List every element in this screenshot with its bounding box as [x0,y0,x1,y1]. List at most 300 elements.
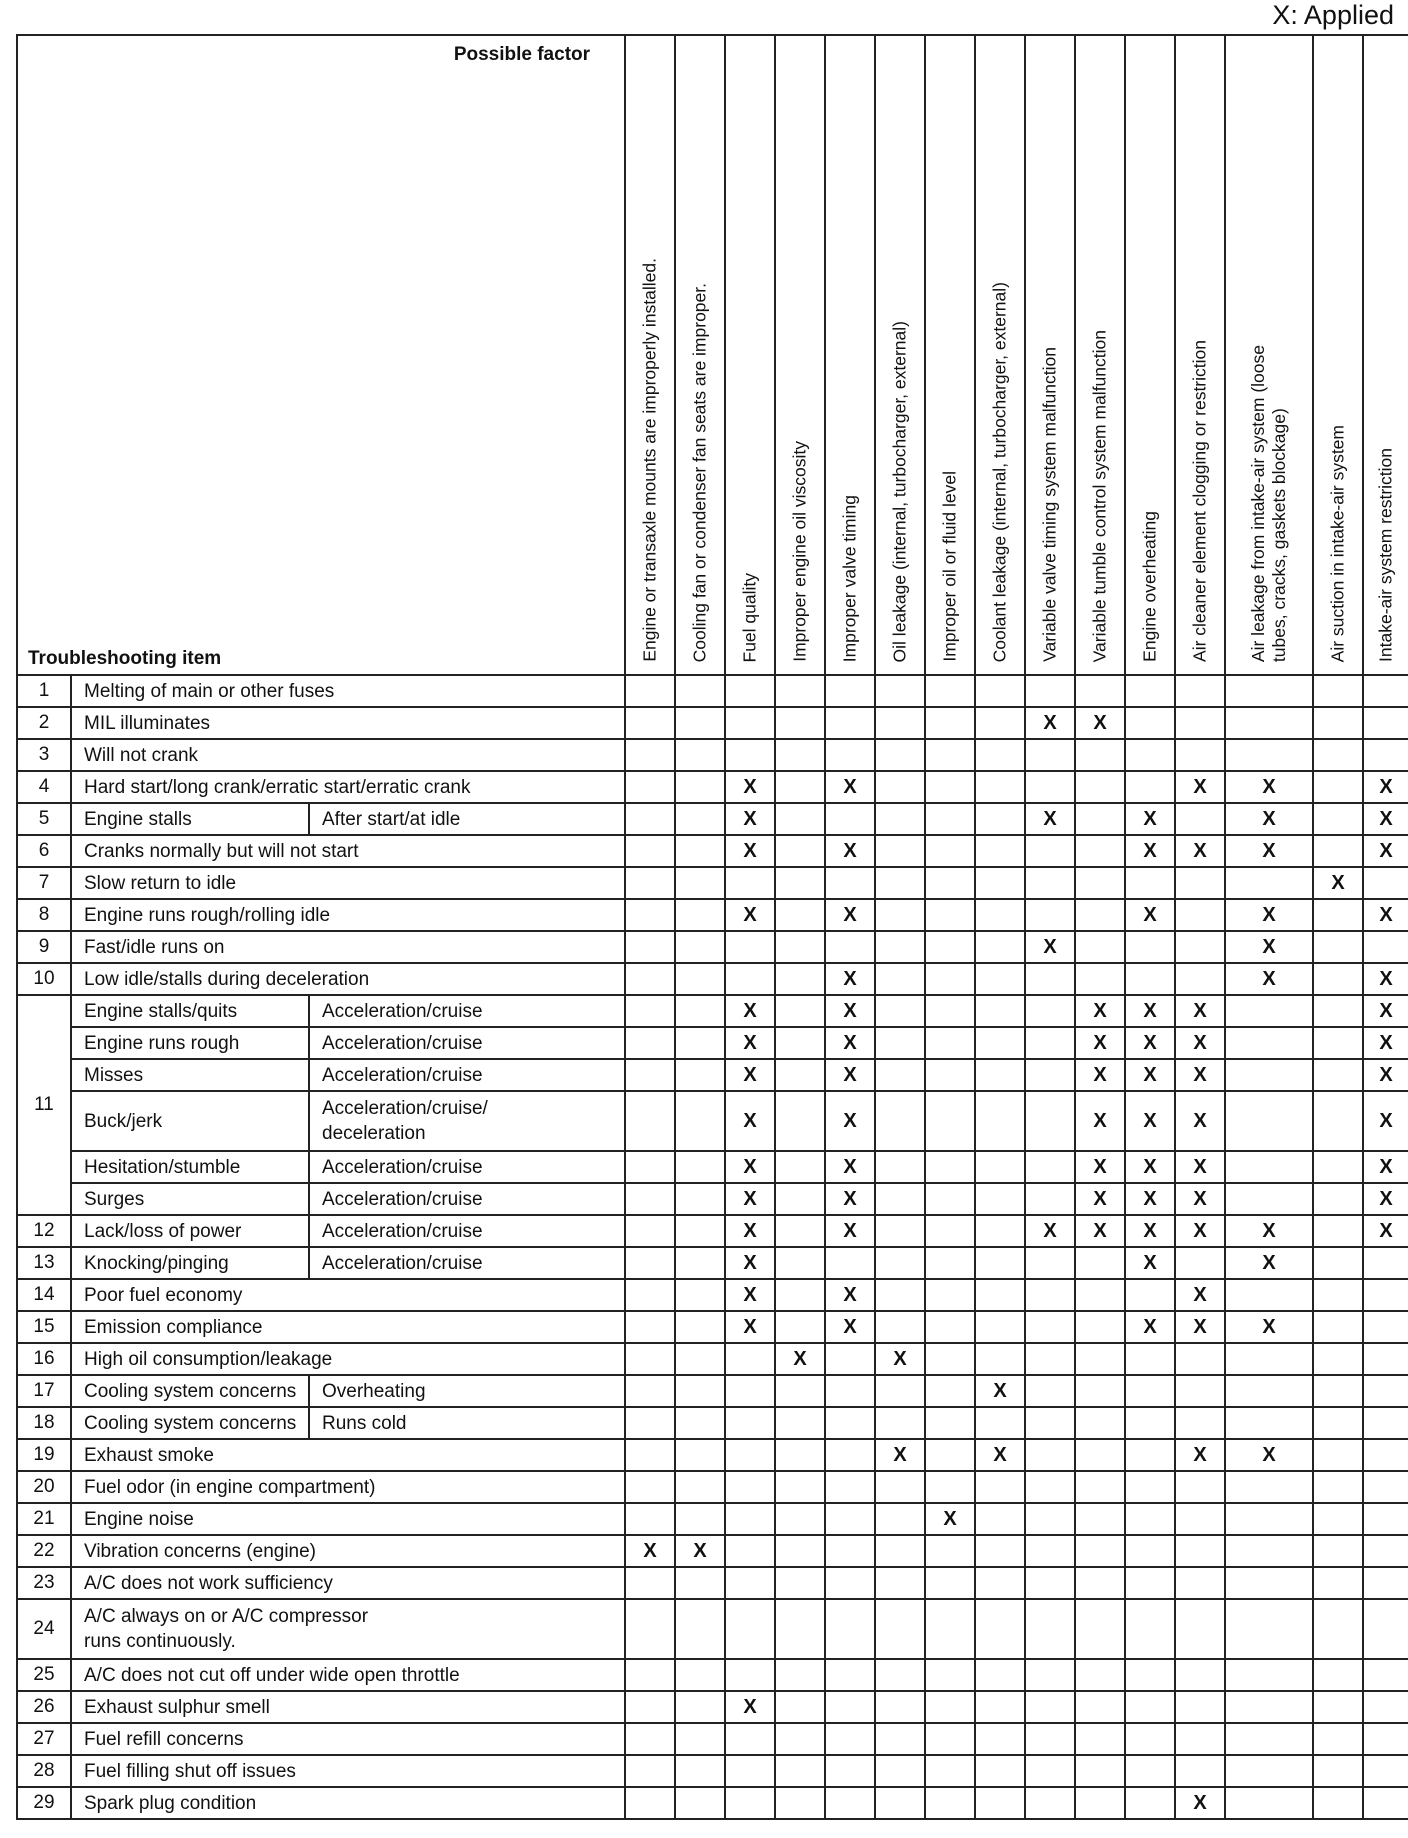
empty-cell [975,1407,1025,1439]
empty-cell [1313,995,1363,1027]
empty-cell [875,1247,925,1279]
empty-cell [975,1599,1025,1659]
applied-mark: X [725,1215,775,1247]
row-number: 13 [17,1247,71,1279]
applied-mark: X [725,1279,775,1311]
item-label: A/C always on or A/C compressor runs continuously. [71,1599,625,1659]
empty-cell [1363,675,1408,707]
applied-mark: X [1125,1311,1175,1343]
empty-cell [1075,1691,1125,1723]
empty-cell [1025,1723,1075,1755]
empty-cell [1025,1343,1075,1375]
empty-cell [675,1567,725,1599]
empty-cell [1175,1535,1225,1567]
empty-cell [1313,1691,1363,1723]
applied-mark: X [1225,1247,1313,1279]
empty-cell [675,771,725,803]
empty-cell [1363,1659,1408,1691]
applied-mark: X [1175,995,1225,1027]
empty-cell [675,1659,725,1691]
empty-cell [775,1599,825,1659]
empty-cell [625,1567,675,1599]
applied-mark: X [1225,803,1313,835]
empty-cell [925,1215,975,1247]
row-number: 5 [17,803,71,835]
table-row [17,1407,1408,1439]
item-label: Misses [71,1059,309,1091]
condition-label: Acceleration/cruise [309,1059,625,1091]
factor-label: Oil leakage (internal, turbocharger, external) [889,320,910,662]
applied-mark: X [1075,1215,1125,1247]
empty-cell [625,675,675,707]
empty-cell [1075,1407,1125,1439]
empty-cell [825,1343,875,1375]
row-number: 17 [17,1375,71,1407]
applied-mark: X [1363,1183,1408,1215]
empty-cell [925,675,975,707]
empty-cell [1075,1279,1125,1311]
table-row [17,803,1408,835]
condition-label: Runs cold [309,1407,625,1439]
empty-cell [1075,1723,1125,1755]
factor-header [1363,35,1408,675]
empty-cell [675,963,725,995]
applied-mark: X [1175,1059,1225,1091]
empty-cell [875,1659,925,1691]
applied-mark: X [1363,1027,1408,1059]
empty-cell [1225,1407,1313,1439]
applied-mark: X [1125,1215,1175,1247]
item-label: High oil consumption/leakage [71,1343,625,1375]
empty-cell [975,1027,1025,1059]
empty-cell [1175,1659,1225,1691]
empty-cell [875,963,925,995]
empty-cell [1313,1343,1363,1375]
empty-cell [625,1151,675,1183]
empty-cell [1313,1599,1363,1659]
empty-cell [1225,675,1313,707]
empty-cell [1313,1723,1363,1755]
empty-cell [925,1599,975,1659]
empty-cell [1075,1567,1125,1599]
empty-cell [1125,1407,1175,1439]
row-number: 3 [17,739,71,771]
applied-mark: X [975,1375,1025,1407]
empty-cell [1313,739,1363,771]
empty-cell [925,995,975,1027]
applied-mark: X [725,899,775,931]
applied-mark: X [825,1183,875,1215]
empty-cell [625,1215,675,1247]
empty-cell [875,995,925,1027]
table-row [17,899,1408,931]
empty-cell [1125,1691,1175,1723]
table-row [17,707,1408,739]
applied-mark: X [1175,1311,1225,1343]
empty-cell [675,1247,725,1279]
applied-mark: X [1175,1151,1225,1183]
empty-cell [1025,899,1075,931]
row-number: 11 [17,995,71,1215]
applied-mark: X [1363,1091,1408,1151]
empty-cell [775,707,825,739]
empty-cell [975,995,1025,1027]
row-number: 18 [17,1407,71,1439]
empty-cell [1075,931,1125,963]
empty-cell [625,707,675,739]
row-number: 2 [17,707,71,739]
empty-cell [1363,739,1408,771]
empty-cell [1363,1311,1408,1343]
empty-cell [1075,1599,1125,1659]
item-label: Fuel odor (in engine compartment) [71,1471,625,1503]
empty-cell [1363,707,1408,739]
empty-cell [1313,1407,1363,1439]
empty-cell [725,1755,775,1787]
empty-cell [1125,1755,1175,1787]
empty-cell [875,1567,925,1599]
applied-mark: X [1125,1183,1175,1215]
applied-mark: X [725,803,775,835]
row-number: 7 [17,867,71,899]
table-row [17,1279,1408,1311]
empty-cell [625,1471,675,1503]
empty-cell [975,931,1025,963]
applied-mark: X [1363,803,1408,835]
applied-mark: X [825,1091,875,1151]
empty-cell [1025,1439,1075,1471]
empty-cell [725,707,775,739]
empty-cell [1125,771,1175,803]
empty-cell [625,1183,675,1215]
empty-cell [725,1787,775,1819]
row-number: 29 [17,1787,71,1819]
empty-cell [1125,1787,1175,1819]
factor-header [625,35,675,675]
empty-cell [775,1755,825,1787]
empty-cell [1075,1787,1125,1819]
applied-mark: X [725,995,775,1027]
applied-mark: X [1125,899,1175,931]
applied-mark: X [825,1151,875,1183]
empty-cell [925,1375,975,1407]
empty-cell [1025,1247,1075,1279]
empty-cell [775,1787,825,1819]
empty-cell [875,771,925,803]
empty-cell [675,1279,725,1311]
table-row [17,1215,1408,1247]
empty-cell [975,1151,1025,1183]
empty-cell [925,963,975,995]
empty-cell [875,1311,925,1343]
empty-cell [775,1503,825,1535]
empty-cell [775,675,825,707]
empty-cell [1125,1599,1175,1659]
factor-label: Improper oil or fluid level [939,471,960,662]
condition-label: Overheating [309,1375,625,1407]
empty-cell [1225,1151,1313,1183]
empty-cell [925,1691,975,1723]
applied-mark: X [725,1151,775,1183]
applied-mark: X [825,1311,875,1343]
factor-label: Fuel quality [739,572,760,662]
empty-cell [1313,1659,1363,1691]
empty-cell [975,1343,1025,1375]
row-number: 8 [17,899,71,931]
applied-mark: X [975,1439,1025,1471]
table-body [17,675,1408,1819]
empty-cell [1025,1151,1075,1183]
empty-cell [1225,1279,1313,1311]
row-number: 16 [17,1343,71,1375]
empty-cell [1313,1183,1363,1215]
applied-mark: X [1225,1215,1313,1247]
factor-label: Engine or transaxle mounts are improperly installed. [639,258,660,662]
empty-cell [1313,1535,1363,1567]
item-label: Engine stalls [71,803,309,835]
factor-label: Air leakage from intake-air system (loose tubes, cracks, gaskets blockage) [1248,344,1290,662]
empty-cell [1363,1691,1408,1723]
empty-cell [1363,1787,1408,1819]
empty-cell [1363,1755,1408,1787]
row-number: 22 [17,1535,71,1567]
empty-cell [675,739,725,771]
table-row [17,1311,1408,1343]
empty-cell [1125,963,1175,995]
empty-cell [725,1503,775,1535]
empty-cell [1175,707,1225,739]
empty-cell [675,1059,725,1091]
applied-mark: X [725,835,775,867]
empty-cell [925,1311,975,1343]
empty-cell [625,1343,675,1375]
empty-cell [1225,1471,1313,1503]
empty-cell [775,931,825,963]
empty-cell [825,707,875,739]
empty-cell [1125,1279,1175,1311]
empty-cell [725,867,775,899]
empty-cell [1225,1691,1313,1723]
row-number: 28 [17,1755,71,1787]
empty-cell [1225,707,1313,739]
factor-label: Intake-air system restriction [1375,448,1396,662]
empty-cell [1075,899,1125,931]
empty-cell [725,1471,775,1503]
applied-mark: X [1125,1027,1175,1059]
empty-cell [675,707,725,739]
empty-cell [625,1375,675,1407]
empty-cell [975,1723,1025,1755]
empty-cell [875,867,925,899]
applied-mark: X [1175,1787,1225,1819]
applied-mark: X [1313,867,1363,899]
item-label: Fuel filling shut off issues [71,1755,625,1787]
empty-cell [925,1535,975,1567]
empty-cell [1363,1503,1408,1535]
troubleshooting-item-label: Troubleshooting item [28,648,222,669]
applied-mark: X [1175,1027,1225,1059]
empty-cell [975,1471,1025,1503]
condition-label: Acceleration/cruise [309,1247,625,1279]
empty-cell [825,1787,875,1819]
empty-cell [1075,1311,1125,1343]
empty-cell [1363,931,1408,963]
empty-cell [825,1567,875,1599]
condition-label: Acceleration/cruise [309,1215,625,1247]
empty-cell [625,1027,675,1059]
factor-label: Improper engine oil viscosity [789,441,810,662]
applied-mark: X [1225,931,1313,963]
header-corner [17,35,625,675]
empty-cell [775,1567,825,1599]
factor-label: Air cleaner element clogging or restriction [1189,340,1210,662]
empty-cell [775,1059,825,1091]
table-row [17,1151,1408,1183]
empty-cell [1313,1215,1363,1247]
applied-mark: X [825,1059,875,1091]
item-label: Vibration concerns (engine) [71,1535,625,1567]
empty-cell [875,1787,925,1819]
applied-mark: X [1125,1059,1175,1091]
empty-cell [975,1215,1025,1247]
empty-cell [1225,1027,1313,1059]
empty-cell [875,1091,925,1151]
item-label: Fast/idle runs on [71,931,625,963]
table-row [17,1503,1408,1535]
condition-label: Acceleration/cruise [309,995,625,1027]
empty-cell [775,771,825,803]
table-row [17,1343,1408,1375]
empty-cell [975,1279,1025,1311]
empty-cell [925,1407,975,1439]
empty-cell [1125,1723,1175,1755]
empty-cell [675,803,725,835]
empty-cell [925,1755,975,1787]
empty-cell [675,675,725,707]
table-row [17,995,1408,1027]
applied-mark: X [1125,835,1175,867]
empty-cell [975,1183,1025,1215]
item-label: MIL illuminates [71,707,625,739]
applied-mark: X [1363,995,1408,1027]
applied-mark: X [1025,931,1075,963]
empty-cell [875,899,925,931]
empty-cell [925,707,975,739]
applied-mark: X [1225,835,1313,867]
item-label: Knocking/pinging [71,1247,309,1279]
empty-cell [625,1247,675,1279]
empty-cell [1025,1503,1075,1535]
empty-cell [1175,931,1225,963]
applied-mark: X [1363,899,1408,931]
row-number: 24 [17,1599,71,1659]
empty-cell [975,1567,1025,1599]
empty-cell [975,963,1025,995]
empty-cell [1025,1659,1075,1691]
empty-cell [925,867,975,899]
empty-cell [875,739,925,771]
empty-cell [925,1279,975,1311]
row-number: 15 [17,1311,71,1343]
factor-label: Cooling fan or condenser fan seats are improper. [689,282,710,662]
empty-cell [675,867,725,899]
empty-cell [625,1091,675,1151]
item-label: Surges [71,1183,309,1215]
empty-cell [1025,867,1075,899]
applied-mark: X [1125,1091,1175,1151]
empty-cell [675,1723,725,1755]
empty-cell [675,931,725,963]
empty-cell [775,899,825,931]
empty-cell [1225,1375,1313,1407]
table-row [17,1059,1408,1091]
item-label: Engine runs rough [71,1027,309,1059]
empty-cell [775,835,825,867]
applied-mark: X [1225,1439,1313,1471]
empty-cell [1025,675,1075,707]
empty-cell [975,1503,1025,1535]
empty-cell [625,771,675,803]
empty-cell [1075,1755,1125,1787]
empty-cell [1175,1567,1225,1599]
empty-cell [825,1723,875,1755]
empty-cell [1313,803,1363,835]
applied-mark: X [1225,899,1313,931]
empty-cell [1075,867,1125,899]
empty-cell [1075,1471,1125,1503]
applied-mark: X [725,1691,775,1723]
empty-cell [1175,1375,1225,1407]
table-row [17,1691,1408,1723]
factor-label: Coolant leakage (internal, turbocharger, external) [989,281,1010,662]
item-label: Fuel refill concerns [71,1723,625,1755]
empty-cell [1363,1723,1408,1755]
condition-label: Acceleration/cruise/ deceleration [309,1091,625,1151]
header-row [17,35,1408,675]
row-number: 4 [17,771,71,803]
factor-header [1075,35,1125,675]
empty-cell [1225,1755,1313,1787]
empty-cell [975,803,1025,835]
empty-cell [675,1027,725,1059]
applied-mark: X [1363,771,1408,803]
empty-cell [1125,1535,1175,1567]
applied-mark: X [725,1027,775,1059]
empty-cell [875,1151,925,1183]
empty-cell [825,1755,875,1787]
item-label: Cooling system concerns [71,1375,309,1407]
empty-cell [725,1535,775,1567]
empty-cell [875,1723,925,1755]
factor-label: Air suction in intake-air system [1327,424,1348,662]
empty-cell [1125,675,1175,707]
empty-cell [775,803,825,835]
empty-cell [1125,1659,1175,1691]
table-row [17,1787,1408,1819]
row-number: 1 [17,675,71,707]
empty-cell [675,1439,725,1471]
empty-cell [775,995,825,1027]
empty-cell [1313,931,1363,963]
empty-cell [675,1091,725,1151]
factor-header [825,35,875,675]
empty-cell [625,1407,675,1439]
row-number: 10 [17,963,71,995]
empty-cell [975,771,1025,803]
empty-cell [1363,1343,1408,1375]
empty-cell [1313,1247,1363,1279]
empty-cell [675,1755,725,1787]
